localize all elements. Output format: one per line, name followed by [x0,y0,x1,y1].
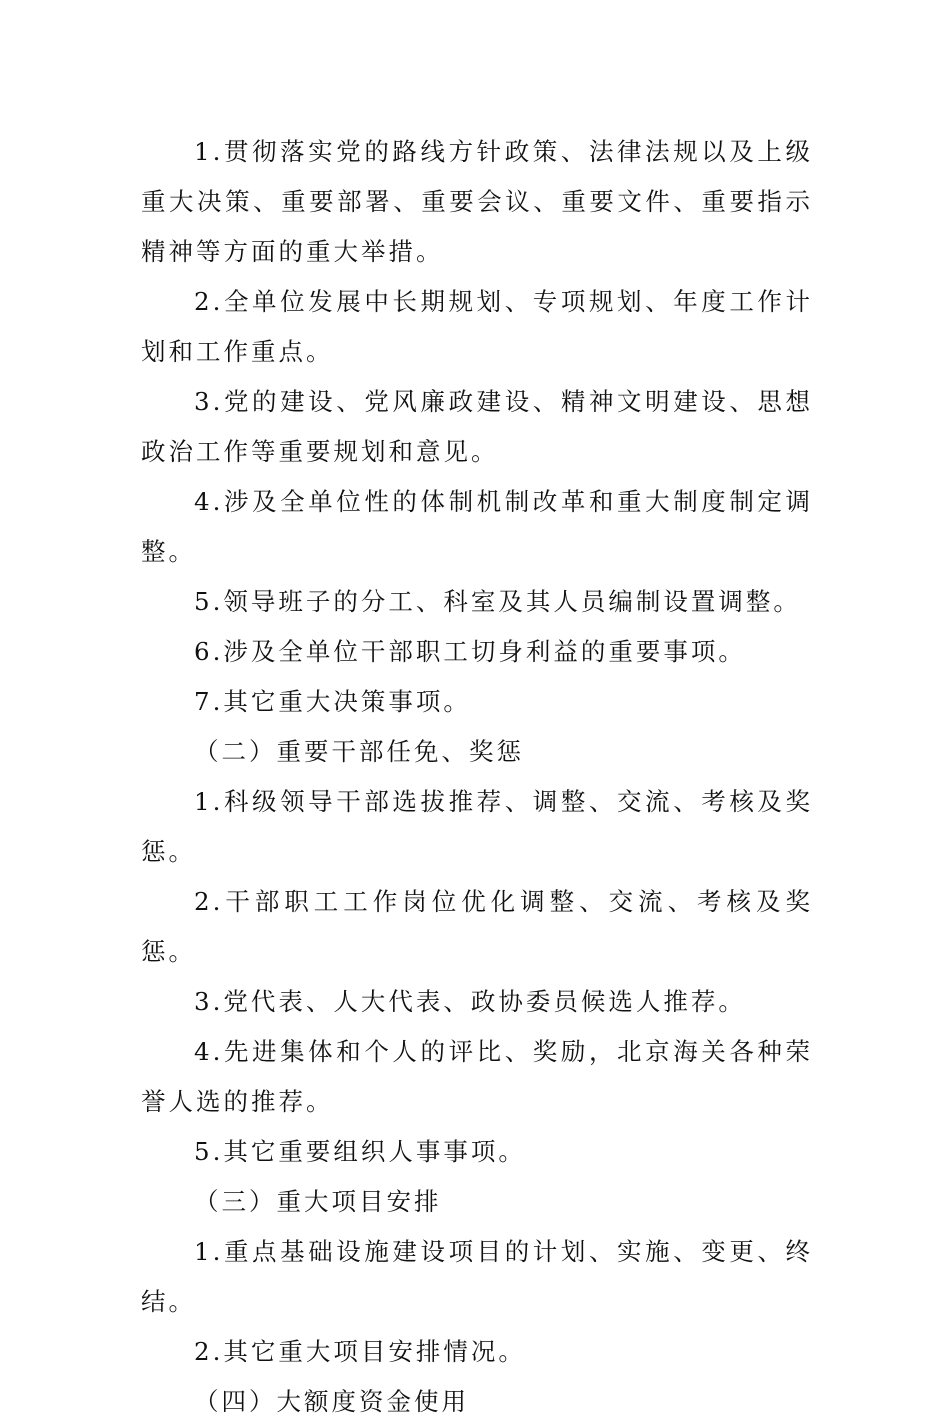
paragraph-item: 3.党的建设、党风廉政建设、精神文明建设、思想政治工作等重要规划和意见。 [141,387,813,466]
document-body [141,127,813,1427]
section-heading: （三）重大项目安排 [194,1187,442,1216]
section-heading: （二）重要干部任免、奖惩 [194,737,524,766]
paragraph-item: 1.科级领导干部选拔推荐、调整、交流、考核及奖惩。 [141,787,813,866]
paragraph-item: 4.涉及全单位性的体制机制改革和重大制度制定调整。 [141,487,813,566]
paragraph-item: 3.党代表、人大代表、政协委员候选人推荐。 [194,987,746,1016]
paragraph-item: 6.涉及全单位干部职工切身利益的重要事项。 [194,637,746,666]
paragraph-item: 2.干部职工工作岗位优化调整、交流、考核及奖惩。 [141,887,813,966]
paragraph-item: 5.领导班子的分工、科室及其人员编制设置调整。 [194,587,801,616]
paragraph-item: 7.其它重大决策事项。 [194,687,471,716]
paragraph-item: 5.其它重要组织人事事项。 [194,1137,526,1166]
paragraph-item: 1.重点基础设施建设项目的计划、实施、变更、终结。 [141,1237,813,1316]
paragraph-item: 2.其它重大项目安排情况。 [194,1337,526,1366]
paragraph-item: 4.先进集体和个人的评比、奖励，北京海关各种荣誉人选的推荐。 [141,1037,813,1116]
paragraph-item: 2.全单位发展中长期规划、专项规划、年度工作计划和工作重点。 [141,287,813,366]
section-heading: （四）大额度资金使用 [194,1387,469,1416]
paragraph-item: 1.贯彻落实党的路线方针政策、法律法规以及上级重大决策、重要部署、重要会议、重要文件、重要指示精神等方面的重大举措。 [141,137,813,266]
